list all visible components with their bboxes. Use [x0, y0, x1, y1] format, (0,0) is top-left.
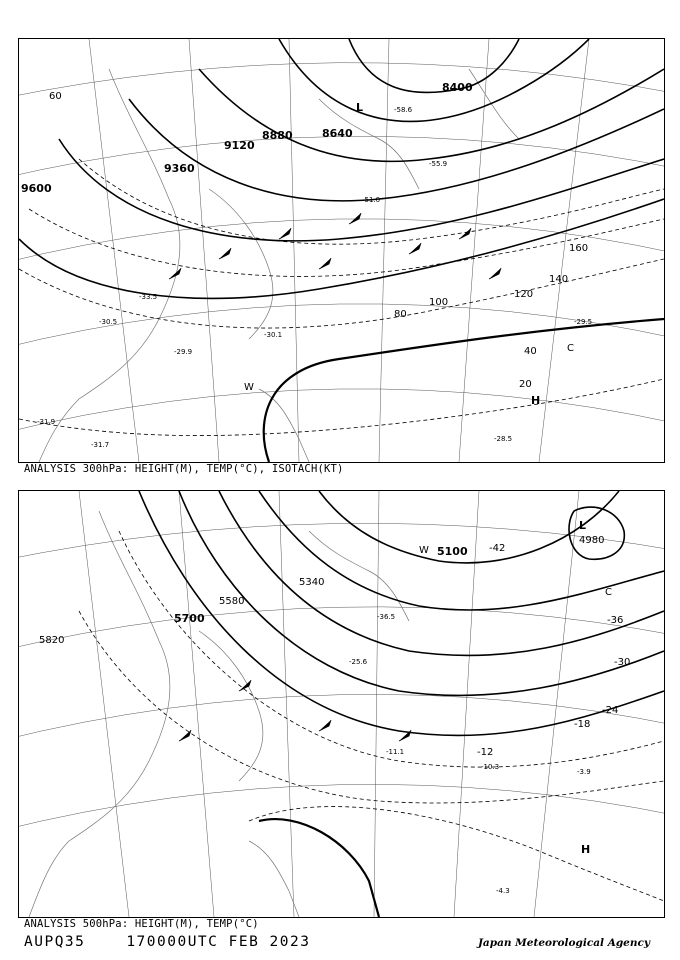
- wind-barbs: [169, 213, 501, 279]
- height-contours: [19, 39, 664, 298]
- temp-label: -30.1: [264, 331, 283, 339]
- height-label: 5820: [39, 635, 65, 646]
- isotherm-label: -18: [574, 719, 591, 730]
- height-label: 8880: [262, 129, 293, 142]
- analysis-500hpa-map: [18, 490, 665, 918]
- graticule: [19, 39, 664, 462]
- isotach-label: 40: [524, 346, 537, 357]
- high-pressure-marker: H: [531, 394, 541, 407]
- height-label: 5340: [299, 577, 325, 588]
- isotach-label: 80: [394, 309, 407, 320]
- temp-label: -25.6: [349, 658, 368, 666]
- valid-time: 170000UTC FEB 2023: [126, 934, 311, 950]
- isotherm-contours: [79, 531, 664, 901]
- height-label: 9600: [21, 182, 52, 195]
- temp-label: -29.5: [574, 318, 593, 326]
- temp-label: -30.5: [99, 318, 118, 326]
- height-label: 8400: [442, 81, 473, 94]
- temp-label: -33.5: [139, 293, 158, 301]
- graticule: [19, 491, 664, 917]
- height-label: 4980: [579, 535, 605, 546]
- warm-marker: W: [419, 545, 429, 556]
- analysis-300hpa-map: [18, 38, 665, 463]
- temp-label: -3.9: [577, 768, 591, 776]
- temp-label: -10.3: [481, 763, 500, 771]
- product-header: [24, 934, 310, 950]
- coastline: [39, 69, 519, 462]
- isotach-label: 60: [49, 91, 62, 102]
- cold-marker: C: [605, 587, 612, 598]
- temp-label: -4.3: [496, 887, 510, 895]
- low-pressure-marker: L: [356, 101, 364, 114]
- temp-label: -31.7: [91, 441, 110, 449]
- trough-axis: [259, 819, 379, 917]
- isotach-label: 20: [519, 379, 532, 390]
- map-500hpa-svg: [19, 491, 664, 917]
- temp-label: -51.0: [362, 196, 381, 204]
- height-label: 9120: [224, 139, 255, 152]
- isotach-label: 140: [549, 274, 569, 285]
- isotach-label: 100: [429, 297, 449, 308]
- isotherm-label: -36: [607, 615, 624, 626]
- panel-300hpa-caption: ANALYSIS 300hPa: HEIGHT(M), TEMP(°C), ISOTACH(KT): [24, 463, 344, 475]
- agency-credit: Japan Meteorological Agency: [477, 937, 650, 949]
- temp-label: -28.5: [494, 435, 513, 443]
- temp-label: -36.5: [377, 613, 396, 621]
- temp-label: -11.1: [386, 748, 405, 756]
- height-label: 9360: [164, 162, 195, 175]
- temp-label: -31.9: [37, 418, 56, 426]
- high-pressure-marker: H: [581, 843, 591, 856]
- panel-500hpa-caption: ANALYSIS 500hPa: HEIGHT(M), TEMP(°C): [24, 918, 259, 930]
- map-300hpa-svg: [19, 39, 664, 462]
- isotherm-label: -30: [614, 657, 631, 668]
- temp-label: -55.9: [429, 160, 448, 168]
- height-label: 5700: [174, 612, 205, 625]
- product-code: AUPQ35: [24, 934, 86, 950]
- temp-label: -58.6: [394, 106, 413, 114]
- isotherm-label: -12: [477, 747, 494, 758]
- isotherm-label: -42: [489, 543, 506, 554]
- isotach-label: 120: [514, 289, 534, 300]
- height-label: 8640: [322, 127, 353, 140]
- isotach-label: 160: [569, 243, 589, 254]
- height-label: 5580: [219, 596, 245, 607]
- warm-marker: W: [244, 382, 254, 393]
- low-pressure-marker: L: [579, 519, 587, 532]
- cold-marker: C: [567, 343, 574, 354]
- height-label: 5100: [437, 545, 468, 558]
- temp-label: -29.9: [174, 348, 193, 356]
- isotherm-label: -24: [602, 705, 619, 716]
